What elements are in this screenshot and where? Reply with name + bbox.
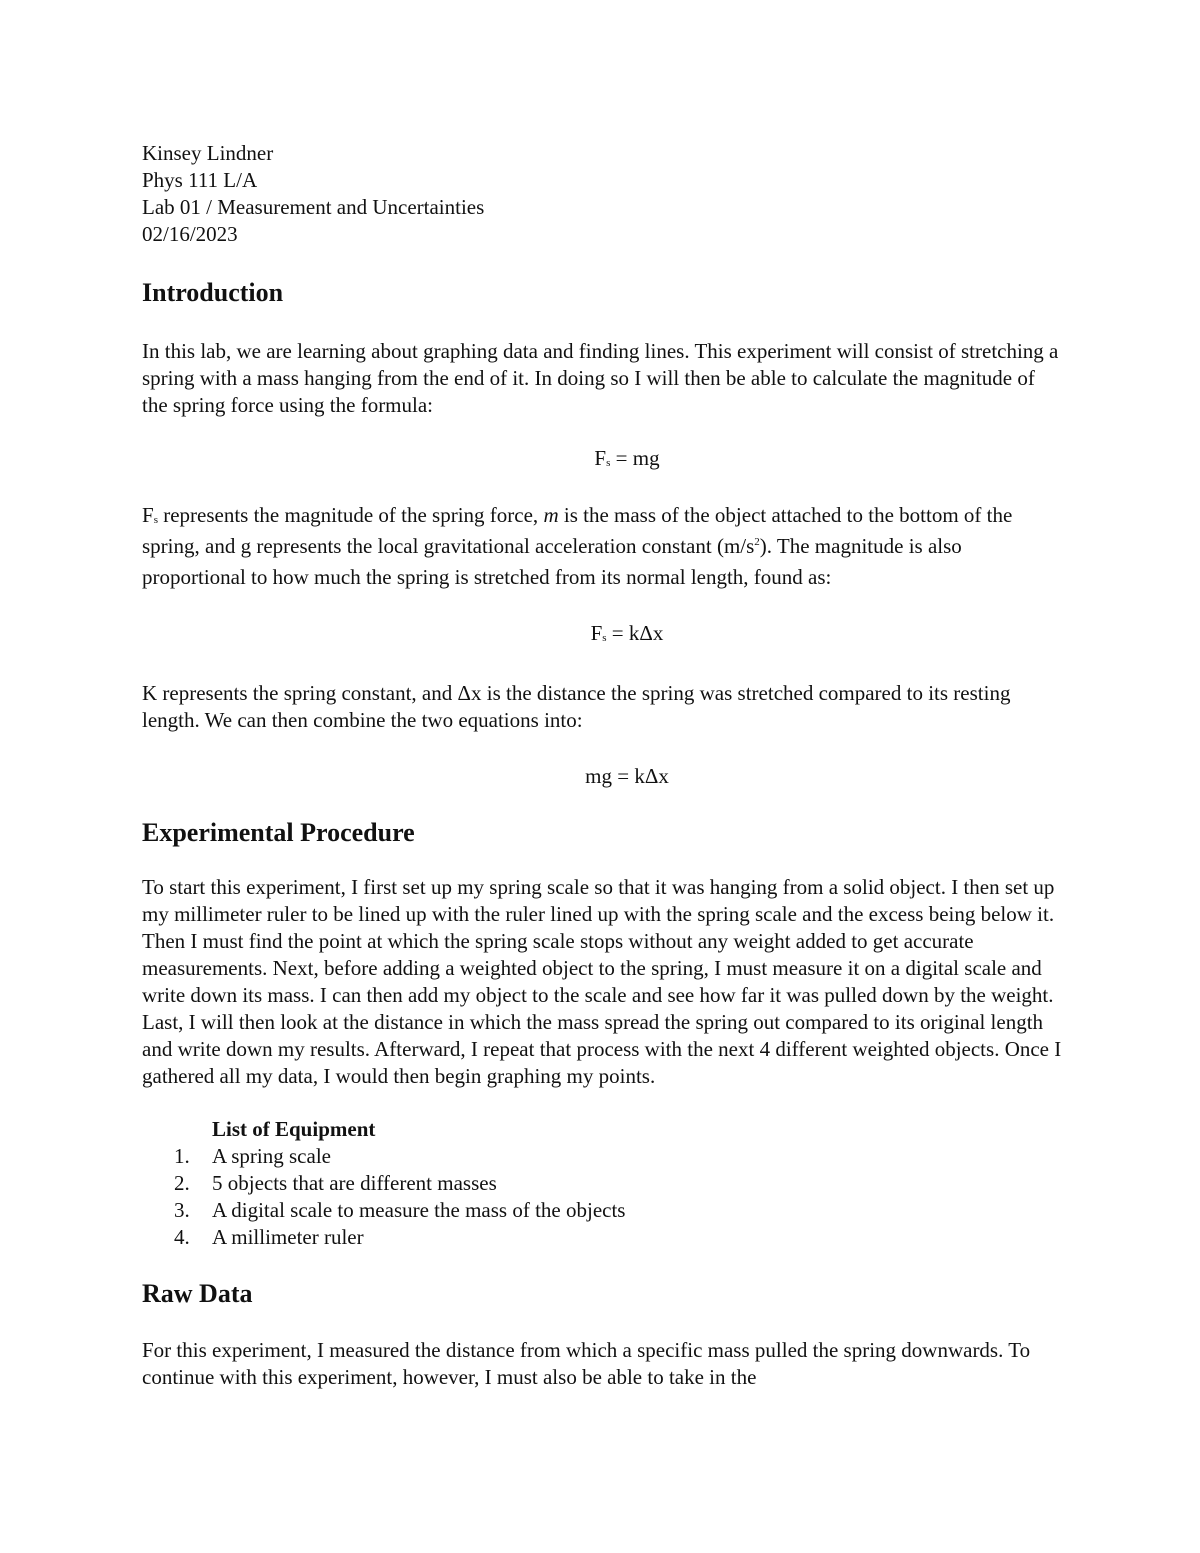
procedure-heading: Experimental Procedure bbox=[142, 818, 415, 847]
introduction-paragraph-1: In this lab, we are learning about graphing data and finding lines. This experiment will consist of stretching a spring with a mass hanging from the end of it. In doing so I will then be able to calculate the magnitude of the spring force using the formula: bbox=[142, 339, 1059, 417]
list-item bbox=[142, 1143, 1062, 1170]
procedure-paragraph: To start this experiment, I first set up my spring scale so that it was hanging from a solid object. I then set up my millimeter ruler to be lined up with the ruler lined up with the spring scale and the excess being below it. Then I must find the point at which the spring scale stops without any weight added to get accurate measurements. Next, before adding a weighted object to the spring, I must measure it on a digital scale and write down its mass. I can then add my object to the scale and see how far it was pulled down by the weight. Last, I will then look at the distance in which the mass spread the spring out compared to its original length and write down my results. Afterward, I repeat that process with the next 4 different weighted objects. Once I gathered all my data, I would then begin graphing my points. bbox=[142, 875, 1062, 1088]
equipment-list bbox=[142, 1143, 1062, 1251]
introduction-paragraph-2 bbox=[142, 502, 1062, 591]
para2-lead: F bbox=[142, 503, 154, 527]
report-date: 02/16/2023 bbox=[142, 222, 238, 246]
document-page bbox=[142, 140, 1062, 1391]
course-code: Phys 111 L/A bbox=[142, 168, 258, 192]
equation-combined: mg = kΔx bbox=[585, 764, 669, 788]
equation-1-lhs: F bbox=[594, 446, 607, 470]
equation-1-rhs: = mg bbox=[610, 446, 660, 470]
raw-data-heading: Raw Data bbox=[142, 1279, 253, 1308]
list-item-text: 5 objects that are different masses bbox=[212, 1171, 497, 1195]
equation-spring-force-mg bbox=[142, 445, 1062, 476]
list-item bbox=[142, 1224, 1062, 1251]
introduction-heading: Introduction bbox=[142, 278, 284, 307]
author-name: Kinsey Lindner bbox=[142, 141, 274, 165]
para2-part2: is the mass of the object attached to the bottom of the spring, and g represents the local gravitational acceleration constant (m/s bbox=[142, 503, 1013, 558]
equation-2-subscript: s bbox=[602, 632, 607, 644]
equipment-list-title: List of Equipment bbox=[212, 1117, 376, 1141]
list-item bbox=[142, 1197, 1062, 1224]
para2-mass-symbol: m bbox=[543, 503, 559, 527]
equation-2-lhs: F bbox=[590, 621, 603, 645]
list-item-text: A digital scale to measure the mass of the objects bbox=[212, 1198, 626, 1222]
para2-part3: ). The magnitude is also proportional to how much the spring is stretched from its normal length, found as: bbox=[142, 534, 962, 589]
equation-1-subscript: s bbox=[606, 457, 611, 469]
header-block bbox=[142, 140, 1062, 248]
para2-part1: represents the magnitude of the spring force, bbox=[157, 503, 544, 527]
list-item-number: 2. bbox=[174, 1171, 190, 1195]
raw-data-paragraph: For this experiment, I measured the distance from which a specific mass pulled the spring downwards. To continue with this experiment, however, I must also be able to take in the bbox=[142, 1338, 1031, 1389]
list-item bbox=[142, 1170, 1062, 1197]
lab-title: Lab 01 / Measurement and Uncertainties bbox=[142, 195, 485, 219]
equation-2-rhs: = kΔx bbox=[606, 621, 664, 645]
introduction-paragraph-3: K represents the spring constant, and Δx is the distance the spring was stretched compared to its resting length. We can then combine the two equations into: bbox=[142, 681, 1011, 732]
list-item-number: 3. bbox=[174, 1198, 190, 1222]
para2-superscript: 2 bbox=[754, 536, 760, 548]
para2-lead-subscript: s bbox=[153, 514, 158, 526]
equation-spring-force-kdx bbox=[142, 620, 1062, 651]
list-item-text: A millimeter ruler bbox=[212, 1225, 364, 1249]
list-item-number: 4. bbox=[174, 1225, 190, 1249]
list-item-text: A spring scale bbox=[212, 1144, 331, 1168]
list-item-number: 1. bbox=[174, 1144, 190, 1168]
